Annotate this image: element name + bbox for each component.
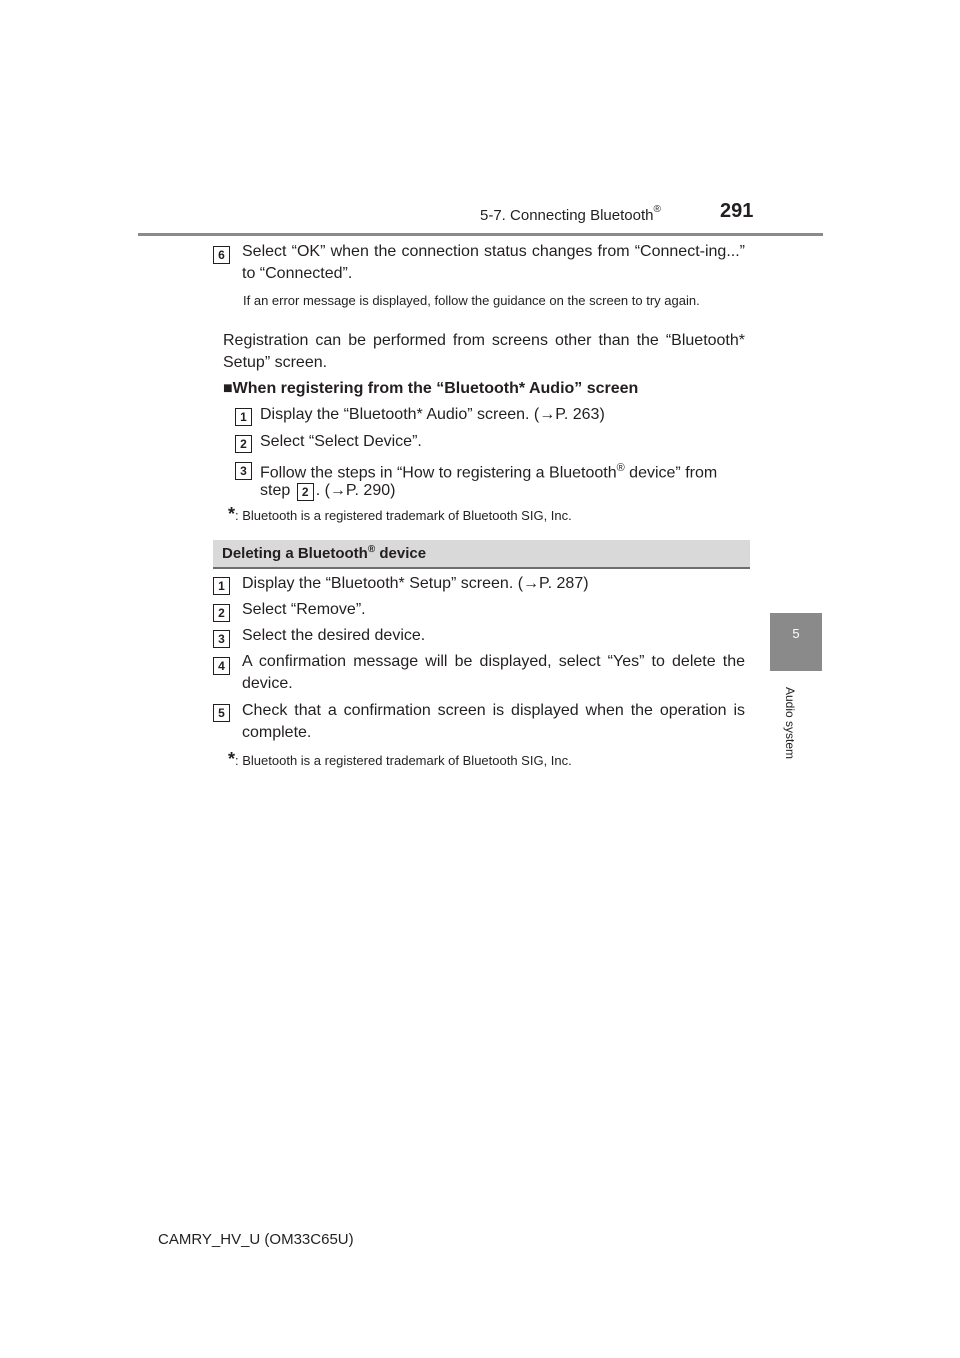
registered-mark: ® bbox=[653, 204, 661, 215]
step-number-box: 1 bbox=[213, 577, 230, 595]
step-number-box: 6 bbox=[213, 246, 230, 264]
step-number-box: 3 bbox=[213, 630, 230, 648]
step-text: Select the desired device. bbox=[242, 627, 426, 644]
step-text: Select “OK” when the connection status changes from “Connect-ing...” to “Connected”. bbox=[242, 243, 745, 282]
subsection-title: When registering from the “Bluetooth* Audio” screen bbox=[232, 380, 639, 397]
registered-mark: ® bbox=[616, 462, 625, 474]
registered-mark: ® bbox=[367, 544, 376, 555]
chapter-label-text: Audio system bbox=[783, 686, 797, 760]
footnote-star: * bbox=[228, 749, 236, 769]
step-reference-box: 2 bbox=[297, 483, 314, 501]
step-text: Display the “Bluetooth* Audio” screen. (→P. 263) bbox=[260, 406, 605, 423]
step-text bbox=[260, 480, 395, 502]
step-number-box: 2 bbox=[235, 435, 252, 453]
step-number-box: 1 bbox=[235, 408, 252, 426]
section-title: 5-7. Connecting Bluetooth bbox=[480, 207, 654, 224]
step-text: Select “Select Device”. bbox=[260, 433, 422, 450]
footnote-text: : Bluetooth is a registered trademark of Bluetooth SIG, Inc. bbox=[235, 753, 572, 768]
step-number-box: 5 bbox=[213, 704, 230, 722]
step-number-box: 3 bbox=[235, 462, 252, 480]
step-number-box: 4 bbox=[213, 657, 230, 675]
step-text: A confirmation message will be displayed, select “Yes” to delete the device. bbox=[242, 653, 745, 692]
footnote bbox=[228, 751, 572, 769]
intro-paragraph: Registration can be performed from screens other than the “Bluetooth* Setup” screen. bbox=[223, 332, 745, 371]
footnote bbox=[228, 506, 572, 524]
step-note: If an error message is displayed, follow the guidance on the screen to try again. bbox=[243, 293, 700, 308]
footnote-star: * bbox=[228, 504, 236, 524]
subsection-heading bbox=[223, 378, 763, 400]
page-number: 291 bbox=[720, 200, 754, 222]
square-bullet-icon: ■ bbox=[223, 380, 233, 397]
step-text-part: step bbox=[260, 482, 291, 499]
step-text: Check that a confirmation screen is displayed when the operation is complete. bbox=[242, 702, 745, 741]
section-heading-text: Deleting a Bluetooth bbox=[222, 545, 368, 562]
step-number-box: 2 bbox=[213, 604, 230, 622]
step-text-part: . (→P. 290) bbox=[315, 482, 396, 499]
step-text-part: Follow the steps in “How to registering a Bluetooth bbox=[260, 464, 617, 482]
section-heading bbox=[222, 544, 426, 562]
step-text: Display the “Bluetooth* Setup” screen. (→P. 287) bbox=[242, 575, 589, 592]
footnote-text: : Bluetooth is a registered trademark of Bluetooth SIG, Inc. bbox=[235, 508, 572, 523]
header-divider bbox=[138, 233, 823, 236]
chapter-tab bbox=[770, 613, 822, 671]
step-text-part: device” from bbox=[624, 464, 718, 482]
section-heading-text: device bbox=[375, 545, 427, 562]
running-header bbox=[480, 206, 670, 224]
step-text: Select “Remove”. bbox=[242, 601, 366, 618]
chapter-number: 5 bbox=[792, 626, 800, 641]
chapter-label bbox=[781, 680, 799, 770]
document-code: CAMRY_HV_U (OM33C65U) bbox=[158, 1231, 354, 1248]
